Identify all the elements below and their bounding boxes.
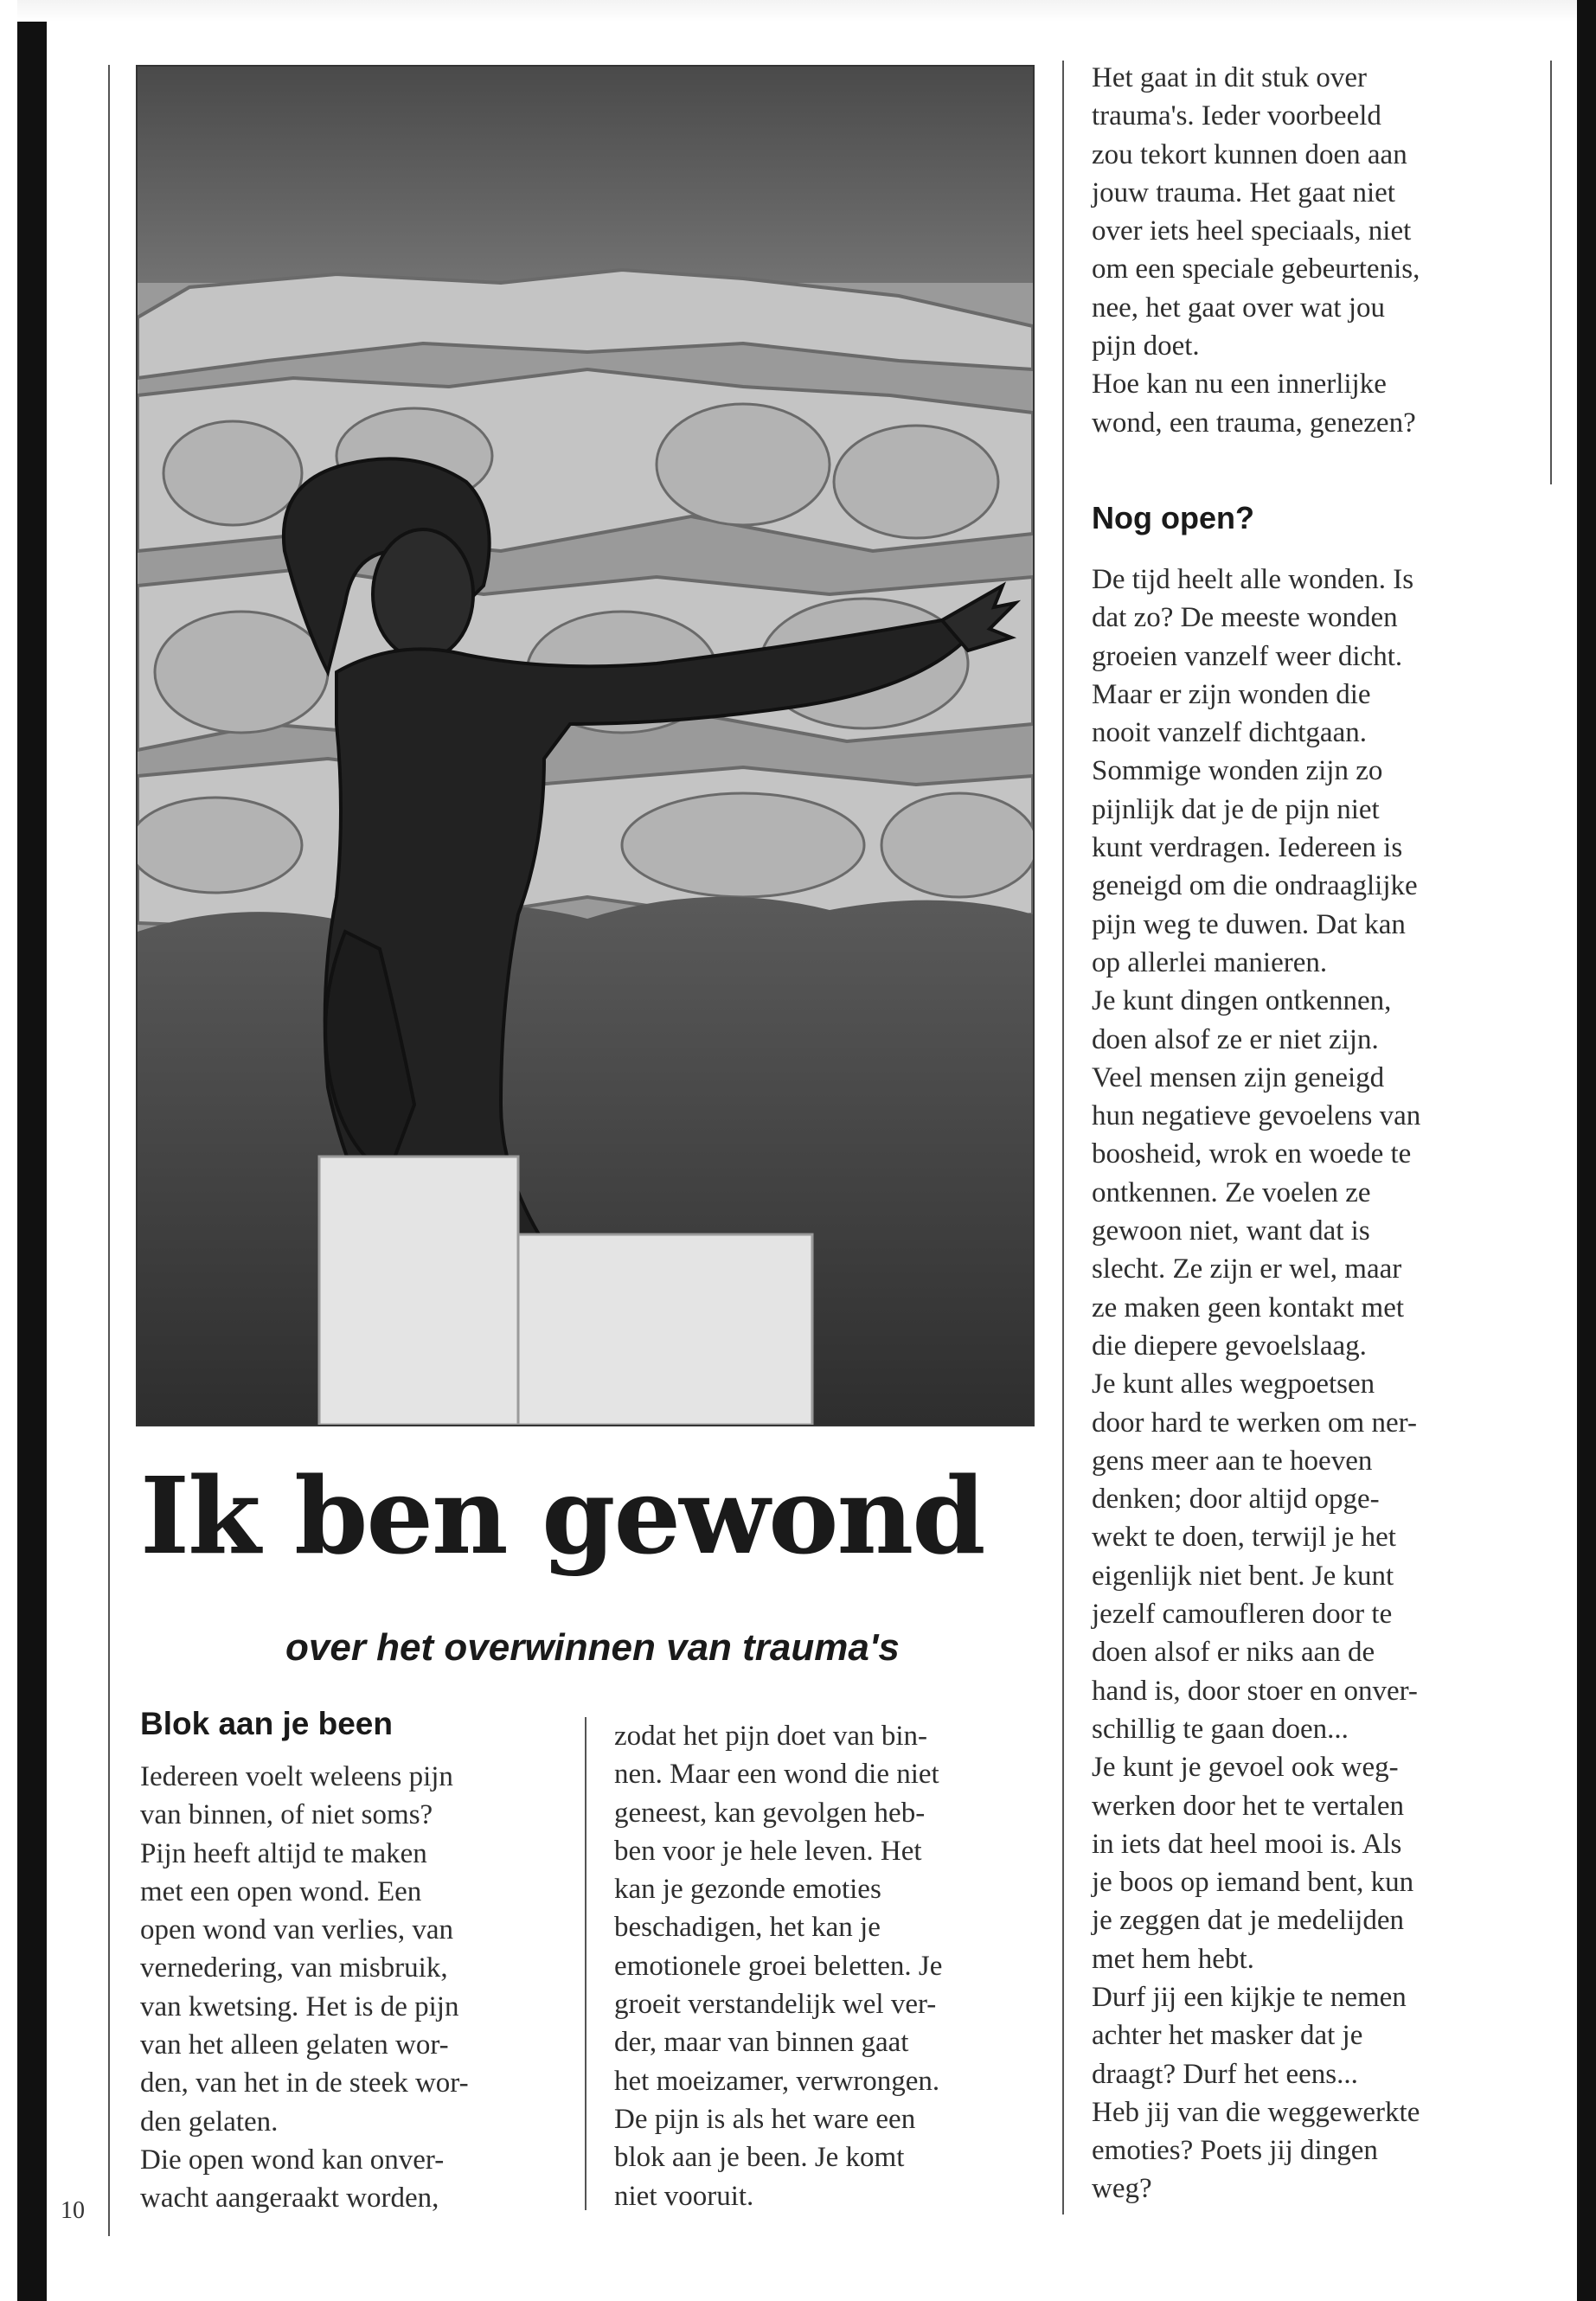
article-title: Ik ben gewond <box>140 1453 984 1578</box>
scan-border-left <box>17 22 47 2301</box>
section-text-column-1: Iedereen voelt weleens pijn van binnen, of niet soms? Pijn heeft altijd te maken met een open wond. Een open wond van verlies, van vernedering, van misbruik, van kwetsing. Het is de pijn van het alleen gelaten wor- den, van het in de steek wor- den gelaten. Die open wond kan onver- wacht aangeraakt worden, <box>140 1761 469 2214</box>
statue-photo <box>136 65 1035 1426</box>
left-margin-rule <box>108 65 110 2236</box>
column-divider-lower <box>585 1717 586 2210</box>
scan-border-top <box>17 0 1596 22</box>
column-divider <box>1062 61 1064 2214</box>
right-margin-rule <box>1550 61 1552 484</box>
section-text-nog-open: De tijd heelt alle wonden. Is dat zo? De meeste wonden groeien vanzelf weer dicht. Maar er zijn wonden die nooit vanzelf dichtgaan. Sommige wonden zijn zo pijnlijk dat je de pijn niet kunt verdragen. Iedereen is geneigd om die ondraaglijke pijn weg te duwen. Dat kan op allerlei manieren. Je kunt dingen ontkennen, doen alsof ze er niet zijn. Veel mensen zijn geneigd hun negatieve gevoelens van boosheid, wrok en woede te ontkennen. Ze voelen ze gewoon niet, want dat is slecht. Ze zijn er wel, maar ze maken geen kontakt met die diepere gevoelslaag. Je kunt alles wegpoetsen door hard te werken om ner- gens meer aan te hoeven denken; door altijd opge- wekt te doen, terwijl je het eigenlijk niet bent. Je kunt jezelf camoufleren door te doen alsof er niks aan de hand is, door stoer en onver- schillig te gaan doen... Je kunt je gevoel ook weg- werken door het te vertalen in iets dat heel mooi is. Als je boos op iemand bent, kun je zeggen dat je medelijden met hem hebt. Durf jij een kijkje te nemen achter het masker dat je draagt? Durf het eens... Heb jij van die weggewerkte emoties? Poets jij dingen weg? <box>1092 564 1421 2205</box>
section-heading-nog-open: Nog open? <box>1092 500 1254 535</box>
article-subtitle: over het overwinnen van trauma's <box>285 1626 900 1669</box>
scan-border-right <box>1577 0 1596 2301</box>
section-heading-blok-aan-je-been: Blok aan je been <box>140 1706 393 1741</box>
page-number: 10 <box>61 2197 85 2224</box>
article-intro: Het gaat in dit stuk over trauma's. Ieder voorbeeld zou tekort kunnen doen aan jouw trauma. Het gaat niet over iets heel speciaals, niet om een speciale gebeurtenis, nee, het gaat over wat jou pijn doet. Hoe kan nu een innerlijke wond, een trauma, genezen? <box>1092 62 1420 439</box>
section-text-column-2: zodat het pijn doet van bin- nen. Maar een wond die niet geneest, kan gevolgen heb- ben voor je hele leven. Het kan je gezonde emoties beschadigen, het kan je emotionele groei beletten. Je groeit verstandelijk wel ver- der, maar van binnen gaat het moeizamer, verwrongen. De pijn is als het ware een blok aan je been. Je komt niet vooruit. <box>614 1721 943 2212</box>
